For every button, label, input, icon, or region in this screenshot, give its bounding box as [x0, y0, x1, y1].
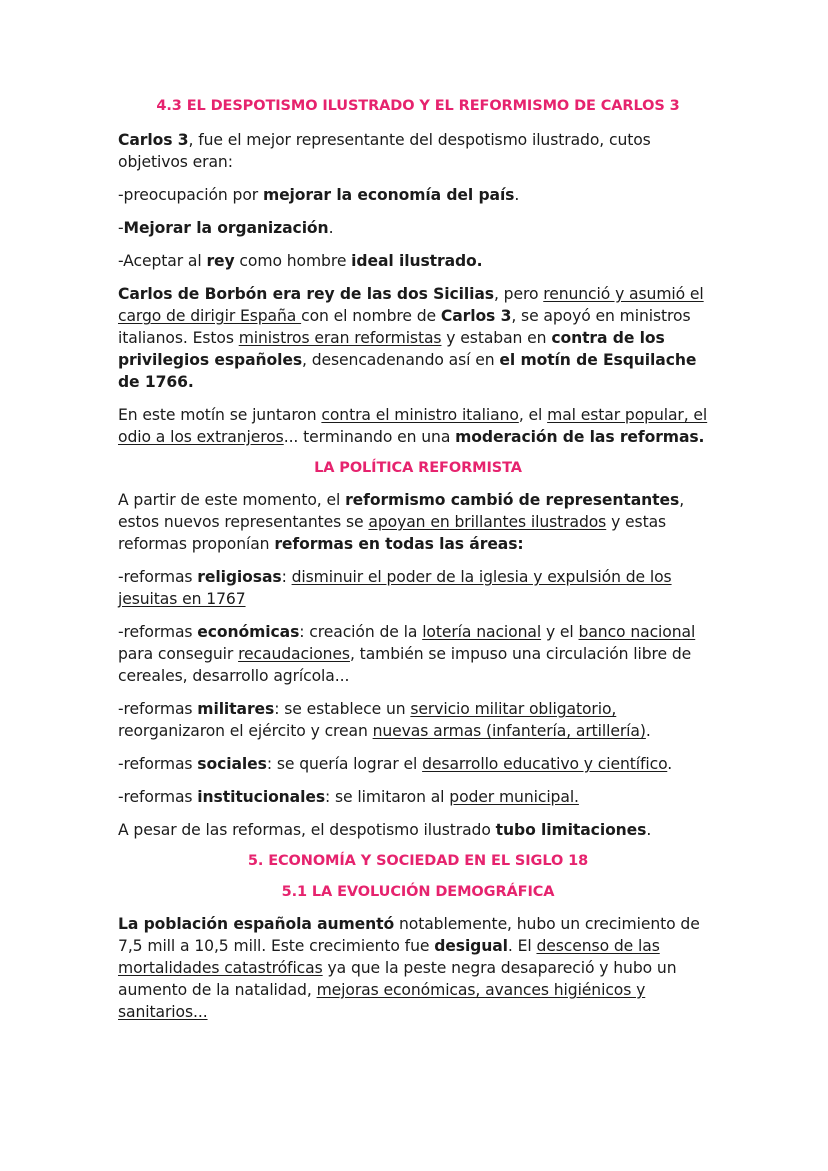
- paragraph-objective-economy: -preocupación por mejorar la economía del país.: [118, 186, 520, 204]
- paragraph-limitaciones: A pesar de las reformas, el despotismo ilustrado tubo limitaciones.: [118, 821, 652, 839]
- paragraph-reformas-sociales: -reformas sociales: se quería lograr el desarrollo educativo y científico.: [118, 755, 673, 773]
- paragraph-objective-king: -Aceptar al rey como hombre ideal ilustrado.: [118, 252, 483, 270]
- paragraph-reformas-religiosas: -reformas religiosas: disminuir el poder de la iglesia y expulsión de los jesuitas en 1767: [118, 568, 672, 608]
- paragraph-carlos-borbon: Carlos de Borbón era rey de las dos Sicilias, pero renunció y asumió el cargo de dirigir España con el nombre de Carlos 3, se apoyó en ministros italianos. Estos ministros eran reformistas y estaban en contra de los privilegios españoles, desencadenando así en el motín de Esquilache de 1766.: [118, 285, 704, 391]
- section-title-politica-reformista: LA POLÍTICA REFORMISTA: [314, 460, 522, 476]
- paragraph-motin: En este motín se juntaron contra el ministro italiano, el mal estar popular, el odio a los extranjeros... terminando en una moderación de las reformas.: [118, 406, 708, 446]
- paragraph-poblacion: La población española aumentó notablemente, hubo un crecimiento de 7,5 mill a 10,5 mill. Este crecimiento fue desigual. El descenso de las mortalidades catastróficas ya que la peste negra desapareció y hubo un aumento de la natalidad, mejoras económicas, avances higiénicos y sanitarios...: [118, 915, 700, 1021]
- paragraph-reformismo: A partir de este momento, el reformismo cambió de representantes, estos nuevos representantes se apoyan en brillantes ilustrados y estas reformas proponían reformas en todas las áreas:: [118, 491, 685, 553]
- paragraph-reformas-economicas: -reformas económicas: creación de la lotería nacional y el banco nacional para conseguir recaudaciones, también se impuso una circulación libre de cereales, desarrollo agrícola...: [118, 623, 696, 685]
- section-title-5: 5. ECONOMÍA Y SOCIEDAD EN EL SIGLO 18: [247, 853, 589, 869]
- document-content: [118, 95, 718, 1034]
- paragraph-reformas-militares: -reformas militares: se establece un servicio militar obligatorio, reorganizaron el ejército y crean nuevas armas (infantería, artillería).: [118, 700, 651, 740]
- section-title-4-3: 4.3 EL DESPOTISMO ILUSTRADO Y EL REFORMISMO DE CARLOS 3: [156, 98, 680, 114]
- paragraph-objective-organization: -Mejorar la organización.: [118, 219, 334, 237]
- paragraph-reformas-institucionales: -reformas institucionales: se limitaron al poder municipal.: [118, 788, 579, 806]
- paragraph-carlos3: Carlos 3, fue el mejor representante del despotismo ilustrado, cutos objetivos eran:: [118, 131, 651, 171]
- section-title-5-1: 5.1 LA EVOLUCIÓN DEMOGRÁFICA: [281, 884, 555, 900]
